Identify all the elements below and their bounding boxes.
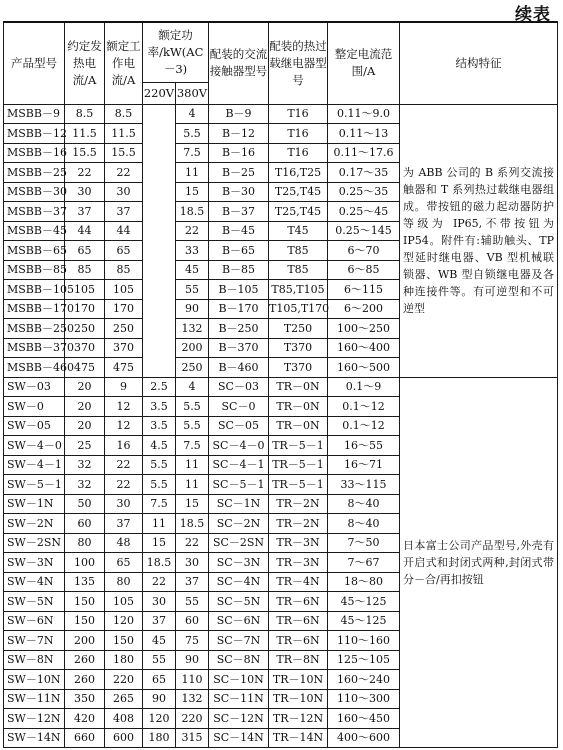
cell-380v: 5.5 bbox=[176, 397, 209, 417]
cell-relay: TR－2N bbox=[269, 514, 328, 534]
cell-model: MSBB－65 bbox=[4, 241, 65, 261]
cell-380v: 5.5 bbox=[176, 124, 209, 144]
continued-label: 续表 bbox=[515, 5, 551, 25]
cell-ith: 370 bbox=[65, 338, 105, 358]
cell-220v: 5.5 bbox=[143, 455, 176, 475]
cell-range: 160～400 bbox=[328, 338, 400, 358]
cell-range: 33～115 bbox=[328, 475, 400, 495]
cell-relay: T25,T45 bbox=[269, 182, 328, 202]
cell-ie: 65 bbox=[105, 553, 143, 573]
cell-ie: 9 bbox=[105, 377, 143, 397]
cell-relay: TR－10N bbox=[269, 689, 328, 709]
cell-ith: 260 bbox=[65, 650, 105, 670]
cell-model: SW－5N bbox=[4, 592, 65, 612]
cell-range: 0.1～12 bbox=[328, 397, 400, 417]
cell-range: 110～160 bbox=[328, 631, 400, 651]
cell-relay: T370 bbox=[269, 338, 328, 358]
cell-contactor: B－460 bbox=[209, 358, 269, 378]
cell-range: 16～71 bbox=[328, 455, 400, 475]
cell-220v: 55 bbox=[143, 650, 176, 670]
cell-contactor: B－370 bbox=[209, 338, 269, 358]
cell-range: 6～115 bbox=[328, 280, 400, 300]
cell-380v: 18.5 bbox=[176, 202, 209, 222]
cell-380v: 11 bbox=[176, 475, 209, 495]
cell-model: MSBB－30 bbox=[4, 182, 65, 202]
cell-contactor: SC－5－1 bbox=[209, 475, 269, 495]
cell-ith: 350 bbox=[65, 689, 105, 709]
cell-contactor: B－30 bbox=[209, 182, 269, 202]
cell-range: 7～50 bbox=[328, 533, 400, 553]
cell-ie: 37 bbox=[105, 202, 143, 222]
cell-380v: 11 bbox=[176, 163, 209, 183]
cell-range: 45～125 bbox=[328, 592, 400, 612]
cell-ith: 135 bbox=[65, 572, 105, 592]
cell-380v: 200 bbox=[176, 338, 209, 358]
feature-sw: 日本富士公司产品型号,外壳有开启式和封闭式两种,封闭式带分－合/再扣按钮 bbox=[400, 377, 558, 748]
cell-model: SW－6N bbox=[4, 611, 65, 631]
cell-contactor: B－85 bbox=[209, 260, 269, 280]
cell-ith: 20 bbox=[65, 416, 105, 436]
cell-range: 6～70 bbox=[328, 241, 400, 261]
cell-ie: 250 bbox=[105, 319, 143, 339]
cell-380v: 18.5 bbox=[176, 514, 209, 534]
cell-contactor: SC－10N bbox=[209, 670, 269, 690]
cell-ith: 200 bbox=[65, 631, 105, 651]
cell-380v: 55 bbox=[176, 592, 209, 612]
cell-ie: 150 bbox=[105, 631, 143, 651]
cell-ith: 150 bbox=[65, 611, 105, 631]
table-row bbox=[4, 377, 558, 397]
header-relay: 配装的热过载继电器型号 bbox=[269, 22, 328, 104]
cell-ith: 32 bbox=[65, 455, 105, 475]
cell-ith: 32 bbox=[65, 475, 105, 495]
header-220v: 220V bbox=[143, 82, 176, 104]
cell-ie: 16 bbox=[105, 436, 143, 456]
cell-contactor: SC－11N bbox=[209, 689, 269, 709]
cell-ie: 180 bbox=[105, 650, 143, 670]
cell-contactor: SC－05 bbox=[209, 416, 269, 436]
cell-contactor: SC－7N bbox=[209, 631, 269, 651]
cell-relay: TR－0N bbox=[269, 397, 328, 417]
cell-220v: 65 bbox=[143, 670, 176, 690]
cell-range: 125～105 bbox=[328, 650, 400, 670]
cell-380v: 4 bbox=[176, 104, 209, 124]
cell-ie: 105 bbox=[105, 592, 143, 612]
cell-model: SW－12N bbox=[4, 709, 65, 729]
cell-380v: 132 bbox=[176, 689, 209, 709]
cell-ie: 370 bbox=[105, 338, 143, 358]
cell-ie: 408 bbox=[105, 709, 143, 729]
cell-380v: 90 bbox=[176, 299, 209, 319]
cell-range: 16～55 bbox=[328, 436, 400, 456]
cell-range: 0.17～35 bbox=[328, 163, 400, 183]
cell-ith: 475 bbox=[65, 358, 105, 378]
cell-ith: 25 bbox=[65, 436, 105, 456]
cell-ith: 100 bbox=[65, 553, 105, 573]
cell-model: MSBB－9 bbox=[4, 104, 65, 124]
cell-range: 8～40 bbox=[328, 514, 400, 534]
cell-ith: 20 bbox=[65, 377, 105, 397]
cell-relay: TR－8N bbox=[269, 650, 328, 670]
cell-220v: 30 bbox=[143, 592, 176, 612]
header-380v: 380V bbox=[176, 82, 209, 104]
cell-ith: 30 bbox=[65, 182, 105, 202]
cell-380v: 5.5 bbox=[176, 416, 209, 436]
cell-contactor: SC－4－1 bbox=[209, 455, 269, 475]
cell-model: SW－2SN bbox=[4, 533, 65, 553]
cell-model: SW－5－1 bbox=[4, 475, 65, 495]
cell-220v: 37 bbox=[143, 611, 176, 631]
header-range: 整定电流范围/A bbox=[328, 22, 400, 104]
cell-380v: 315 bbox=[176, 728, 209, 748]
cell-contactor: B－25 bbox=[209, 163, 269, 183]
cell-range: 0.11～9.0 bbox=[328, 104, 400, 124]
cell-contactor: SC－2SN bbox=[209, 533, 269, 553]
cell-ie: 11.5 bbox=[105, 124, 143, 144]
table-row bbox=[4, 104, 558, 124]
cell-range: 0.25～45 bbox=[328, 202, 400, 222]
cell-relay: T85,T105 bbox=[269, 280, 328, 300]
cell-contactor: B－170 bbox=[209, 299, 269, 319]
cell-380v: 33 bbox=[176, 241, 209, 261]
cell-relay: T105,T170 bbox=[269, 299, 328, 319]
cell-ith: 260 bbox=[65, 670, 105, 690]
header-feature: 结构特征 bbox=[400, 22, 558, 104]
cell-contactor: B－65 bbox=[209, 241, 269, 261]
cell-380v: 15 bbox=[176, 494, 209, 514]
cell-range: 400～600 bbox=[328, 728, 400, 748]
cell-220v: 4.5 bbox=[143, 436, 176, 456]
cell-220v: 3.5 bbox=[143, 397, 176, 417]
cell-model: SW－2N bbox=[4, 514, 65, 534]
cell-ie: 170 bbox=[105, 299, 143, 319]
cell-model: SW－3N bbox=[4, 553, 65, 573]
cell-ie: 22 bbox=[105, 163, 143, 183]
cell-380v: 45 bbox=[176, 260, 209, 280]
cell-380v: 250 bbox=[176, 358, 209, 378]
cell-380v: 30 bbox=[176, 553, 209, 573]
cell-model: SW－05 bbox=[4, 416, 65, 436]
cell-380v: 22 bbox=[176, 533, 209, 553]
cell-relay: T16 bbox=[269, 124, 328, 144]
cell-relay: T45 bbox=[269, 221, 328, 241]
cell-relay: T16 bbox=[269, 104, 328, 124]
cell-range: 0.25～35 bbox=[328, 182, 400, 202]
cell-range: 8～40 bbox=[328, 494, 400, 514]
cell-range: 0.1～9 bbox=[328, 377, 400, 397]
feature-msbb: 为 ABB 公司的 B 系列交流接触器和 T 系列热过载继电器组成。带按钮的磁力起动器防护等级为 IP65,不带按钮为 IP54。附件有:辅助触头、TP 型延时继电器、VB 型机械联锁器、WB 型自锁继电器及各种连接件等。有可逆型和不可逆型 bbox=[400, 104, 558, 377]
cell-ie: 265 bbox=[105, 689, 143, 709]
cell-ith: 15.5 bbox=[65, 143, 105, 163]
cell-relay: TR－6N bbox=[269, 592, 328, 612]
cell-model: MSBB－45 bbox=[4, 221, 65, 241]
cell-range: 18～80 bbox=[328, 572, 400, 592]
cell-relay: T16 bbox=[269, 143, 328, 163]
cell-contactor: B－105 bbox=[209, 280, 269, 300]
cell-ith: 50 bbox=[65, 494, 105, 514]
cell-relay: TR－3N bbox=[269, 533, 328, 553]
cell-contactor: SC－2N bbox=[209, 514, 269, 534]
cell-model: MSBB－12 bbox=[4, 124, 65, 144]
cell-relay: TR－0N bbox=[269, 416, 328, 436]
cell-220v: 180 bbox=[143, 728, 176, 748]
cell-ith: 420 bbox=[65, 709, 105, 729]
cell-ith: 60 bbox=[65, 514, 105, 534]
cell-220v: 18.5 bbox=[143, 553, 176, 573]
cell-ie: 30 bbox=[105, 182, 143, 202]
cell-ie: 8.5 bbox=[105, 104, 143, 124]
cell-range: 100～250 bbox=[328, 319, 400, 339]
cell-model: SW－03 bbox=[4, 377, 65, 397]
starter-spec-table bbox=[3, 21, 558, 748]
cell-range: 160～450 bbox=[328, 709, 400, 729]
cell-220v: 45 bbox=[143, 631, 176, 651]
cell-ie: 48 bbox=[105, 533, 143, 553]
cell-contactor: SC－3N bbox=[209, 553, 269, 573]
cell-relay: T16,T25 bbox=[269, 163, 328, 183]
cell-range: 110～300 bbox=[328, 689, 400, 709]
cell-ie: 37 bbox=[105, 514, 143, 534]
cell-220v-empty bbox=[143, 104, 176, 377]
cell-380v: 11 bbox=[176, 455, 209, 475]
cell-model: SW－0 bbox=[4, 397, 65, 417]
cell-ie: 44 bbox=[105, 221, 143, 241]
cell-model: SW－11N bbox=[4, 689, 65, 709]
cell-contactor: B－16 bbox=[209, 143, 269, 163]
header-model: 产品型号 bbox=[4, 22, 65, 104]
cell-ith: 37 bbox=[65, 202, 105, 222]
cell-220v: 22 bbox=[143, 572, 176, 592]
cell-380v: 55 bbox=[176, 280, 209, 300]
cell-ith: 22 bbox=[65, 163, 105, 183]
cell-ie: 15.5 bbox=[105, 143, 143, 163]
cell-380v: 90 bbox=[176, 650, 209, 670]
cell-model: MSBB－25 bbox=[4, 163, 65, 183]
cell-range: 6～200 bbox=[328, 299, 400, 319]
cell-contactor: SC－4－0 bbox=[209, 436, 269, 456]
cell-380v: 7.5 bbox=[176, 143, 209, 163]
cell-contactor: B－12 bbox=[209, 124, 269, 144]
cell-relay: TR－5－1 bbox=[269, 475, 328, 495]
cell-range: 160～240 bbox=[328, 670, 400, 690]
cell-220v: 3.5 bbox=[143, 416, 176, 436]
cell-range: 0.11～17.6 bbox=[328, 143, 400, 163]
cell-ie: 12 bbox=[105, 416, 143, 436]
cell-model: MSBB－370 bbox=[4, 338, 65, 358]
cell-ie: 85 bbox=[105, 260, 143, 280]
cell-ith: 11.5 bbox=[65, 124, 105, 144]
cell-relay: TR－10N bbox=[269, 670, 328, 690]
cell-range: 6～85 bbox=[328, 260, 400, 280]
cell-contactor: SC－03 bbox=[209, 377, 269, 397]
cell-380v: 15 bbox=[176, 182, 209, 202]
cell-relay: TR－14N bbox=[269, 728, 328, 748]
cell-220v: 7.5 bbox=[143, 494, 176, 514]
header-ie: 额定工作电流/A bbox=[105, 22, 143, 104]
header-contactor: 配装的交流接触器型号 bbox=[209, 22, 269, 104]
cell-ith: 150 bbox=[65, 592, 105, 612]
cell-ith: 20 bbox=[65, 397, 105, 417]
cell-ith: 8.5 bbox=[65, 104, 105, 124]
cell-ith: 65 bbox=[65, 241, 105, 261]
cell-380v: 75 bbox=[176, 631, 209, 651]
cell-220v: 90 bbox=[143, 689, 176, 709]
cell-ie: 105 bbox=[105, 280, 143, 300]
cell-380v: 37 bbox=[176, 572, 209, 592]
cell-ith: 105 bbox=[65, 280, 105, 300]
cell-relay: TR－3N bbox=[269, 553, 328, 573]
cell-ith: 85 bbox=[65, 260, 105, 280]
cell-220v: 2.5 bbox=[143, 377, 176, 397]
cell-model: SW－10N bbox=[4, 670, 65, 690]
cell-relay: TR－4N bbox=[269, 572, 328, 592]
cell-ith: 80 bbox=[65, 533, 105, 553]
cell-contactor: SC－4N bbox=[209, 572, 269, 592]
cell-relay: T85 bbox=[269, 260, 328, 280]
cell-ie: 80 bbox=[105, 572, 143, 592]
header-power: 额定功率/kW(AC－3) bbox=[143, 22, 209, 82]
cell-ie: 30 bbox=[105, 494, 143, 514]
cell-ith: 660 bbox=[65, 728, 105, 748]
cell-220v: 120 bbox=[143, 709, 176, 729]
cell-range: 0.1～12 bbox=[328, 416, 400, 436]
cell-range: 45～125 bbox=[328, 611, 400, 631]
cell-model: MSBB－170 bbox=[4, 299, 65, 319]
cell-model: MSBB－16 bbox=[4, 143, 65, 163]
cell-range: 0.25～145 bbox=[328, 221, 400, 241]
cell-model: MSBB－85 bbox=[4, 260, 65, 280]
cell-contactor: SC－12N bbox=[209, 709, 269, 729]
cell-380v: 132 bbox=[176, 319, 209, 339]
cell-380v: 4 bbox=[176, 377, 209, 397]
cell-relay: TR－5－1 bbox=[269, 436, 328, 456]
cell-contactor: B－37 bbox=[209, 202, 269, 222]
cell-relay: TR－2N bbox=[269, 494, 328, 514]
cell-relay: T370 bbox=[269, 358, 328, 378]
cell-model: SW－4－1 bbox=[4, 455, 65, 475]
cell-relay: TR－5－1 bbox=[269, 455, 328, 475]
cell-380v: 220 bbox=[176, 709, 209, 729]
cell-relay: T85 bbox=[269, 241, 328, 261]
cell-contactor: SC－14N bbox=[209, 728, 269, 748]
cell-model: MSBB－105 bbox=[4, 280, 65, 300]
cell-relay: T25,T45 bbox=[269, 202, 328, 222]
cell-contactor: SC－1N bbox=[209, 494, 269, 514]
cell-380v: 7.5 bbox=[176, 436, 209, 456]
cell-range: 160～500 bbox=[328, 358, 400, 378]
cell-model: SW－8N bbox=[4, 650, 65, 670]
cell-model: MSBB－37 bbox=[4, 202, 65, 222]
cell-model: SW－4N bbox=[4, 572, 65, 592]
cell-contactor: SC－8N bbox=[209, 650, 269, 670]
cell-220v: 11 bbox=[143, 514, 176, 534]
cell-contactor: SC－0 bbox=[209, 397, 269, 417]
cell-ie: 600 bbox=[105, 728, 143, 748]
cell-380v: 110 bbox=[176, 670, 209, 690]
cell-model: MSBB－250 bbox=[4, 319, 65, 339]
cell-model: SW－4－0 bbox=[4, 436, 65, 456]
header-ith: 约定发热电流/A bbox=[65, 22, 105, 104]
cell-ie: 22 bbox=[105, 475, 143, 495]
cell-relay: TR－0N bbox=[269, 377, 328, 397]
cell-relay: TR－12N bbox=[269, 709, 328, 729]
cell-contactor: B－45 bbox=[209, 221, 269, 241]
cell-ie: 22 bbox=[105, 455, 143, 475]
cell-ie: 12 bbox=[105, 397, 143, 417]
cell-relay: T250 bbox=[269, 319, 328, 339]
cell-ie: 220 bbox=[105, 670, 143, 690]
cell-ith: 44 bbox=[65, 221, 105, 241]
cell-ith: 170 bbox=[65, 299, 105, 319]
cell-contactor: SC－5N bbox=[209, 592, 269, 612]
cell-model: SW－7N bbox=[4, 631, 65, 651]
cell-220v: 5.5 bbox=[143, 475, 176, 495]
cell-ie: 120 bbox=[105, 611, 143, 631]
cell-380v: 22 bbox=[176, 221, 209, 241]
cell-relay: TR－6N bbox=[269, 631, 328, 651]
cell-contactor: B－250 bbox=[209, 319, 269, 339]
cell-380v: 60 bbox=[176, 611, 209, 631]
cell-model: MSBB－460 bbox=[4, 358, 65, 378]
cell-range: 0.11～13 bbox=[328, 124, 400, 144]
cell-contactor: SC－6N bbox=[209, 611, 269, 631]
cell-ith: 250 bbox=[65, 319, 105, 339]
cell-ie: 65 bbox=[105, 241, 143, 261]
cell-contactor: B－9 bbox=[209, 104, 269, 124]
cell-range: 7～67 bbox=[328, 553, 400, 573]
cell-model: SW－1N bbox=[4, 494, 65, 514]
cell-relay: TR－6N bbox=[269, 611, 328, 631]
cell-model: SW－14N bbox=[4, 728, 65, 748]
cell-220v: 15 bbox=[143, 533, 176, 553]
cell-ie: 475 bbox=[105, 358, 143, 378]
